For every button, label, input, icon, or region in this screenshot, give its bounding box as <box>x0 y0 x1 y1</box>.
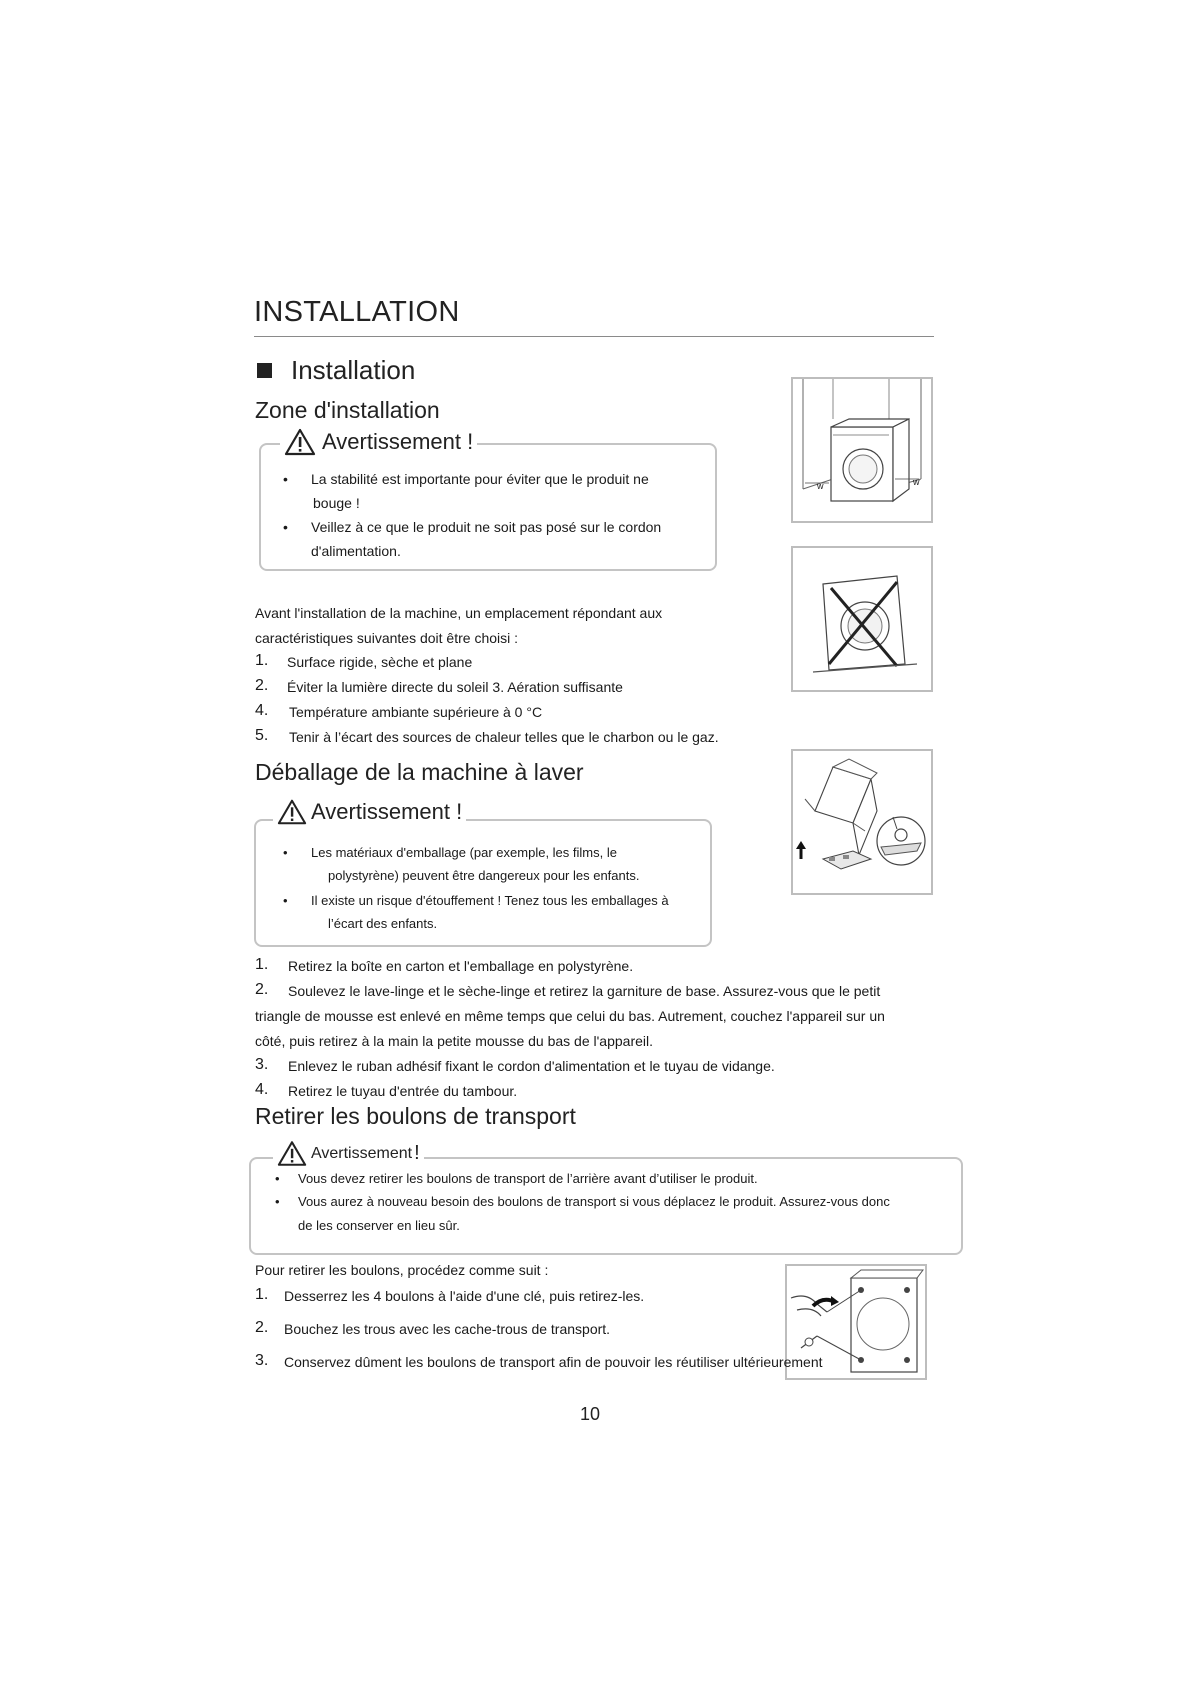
unpack-heading: Déballage de la machine à laver <box>255 759 584 785</box>
section-heading <box>257 355 415 386</box>
unpack-warning-item: • Il existe un risque d'étouffement ! Tenez tous les emballages à l’écart des enfants. <box>283 893 669 931</box>
bolts-warning-box <box>249 1157 963 1255</box>
page-title: INSTALLATION <box>254 296 460 328</box>
unpack-item2-continuation: triangle de mousse est enlevé en même temps que celui du bas. Autrement, couchez l'appareil sur un <box>255 1008 885 1024</box>
bolts-warning-item: • Vous aurez à nouveau besoin des boulons de transport si vous déplacez le produit. Assurez-vous donc de les conserver en lieu sûr. <box>275 1194 890 1233</box>
zone-heading: Zone d'installation <box>255 397 440 423</box>
bolts-warning-mark: ! <box>414 1142 420 1164</box>
section-heading-text: Installation <box>291 355 416 385</box>
zone-warning-header <box>280 428 477 456</box>
bolts-warning-header <box>273 1140 424 1167</box>
bolts-warning-item: • Vous devez retirer les boulons de transport de l’arrière avant d’utiliser le produit. <box>275 1171 758 1186</box>
bolts-warning-title: Avertissement <box>311 1144 413 1162</box>
page-number: 10 <box>580 1404 601 1424</box>
installation-space-figure <box>791 377 933 523</box>
unpacking-figure <box>791 749 933 895</box>
clearance-label-left: w <box>817 481 824 491</box>
warning-triangle-icon <box>277 798 307 826</box>
zone-intro: Avant l'installation de la machine, un emplacement répondant aux caractéristiques suivantes doit être choisi : <box>255 605 663 646</box>
clearance-label-right: w <box>913 477 920 487</box>
box-lifting-illustration <box>793 751 931 893</box>
zone-warning-item: • Veillez à ce que le produit ne soit pas posé sur le cordon d'alimentation. <box>283 519 662 559</box>
zone-warning-title: Avertissement ! <box>322 429 474 454</box>
title-divider <box>254 336 934 337</box>
unpack-warning-title: Avertissement ! <box>311 799 463 824</box>
crossed-out-washer-illustration <box>793 548 931 690</box>
unpack-warning-item: • Les matériaux d'emballage (par exemple, les films, le polystyrène) peuvent être dangereux pour les enfants. <box>283 845 640 883</box>
bolts-heading: Retirer les boulons de transport <box>255 1103 576 1129</box>
warning-triangle-icon <box>284 428 316 456</box>
square-bullet-icon <box>257 363 272 378</box>
zone-warning-item: • La stabilité est importante pour éviter que le produit ne bouge ! <box>283 471 649 511</box>
unpack-warning-box <box>254 819 712 947</box>
zone-warning-box <box>259 443 717 571</box>
unpack-warning-header <box>273 798 466 826</box>
unstable-placement-figure <box>791 546 933 692</box>
warning-triangle-icon <box>277 1140 307 1167</box>
washer-clearance-illustration <box>793 379 931 521</box>
bolts-intro: Pour retirer les boulons, procédez comme suit : <box>255 1262 549 1278</box>
unpack-item2-continuation: côté, puis retirez à la main la petite mousse du bas de l'appareil. <box>255 1033 654 1049</box>
